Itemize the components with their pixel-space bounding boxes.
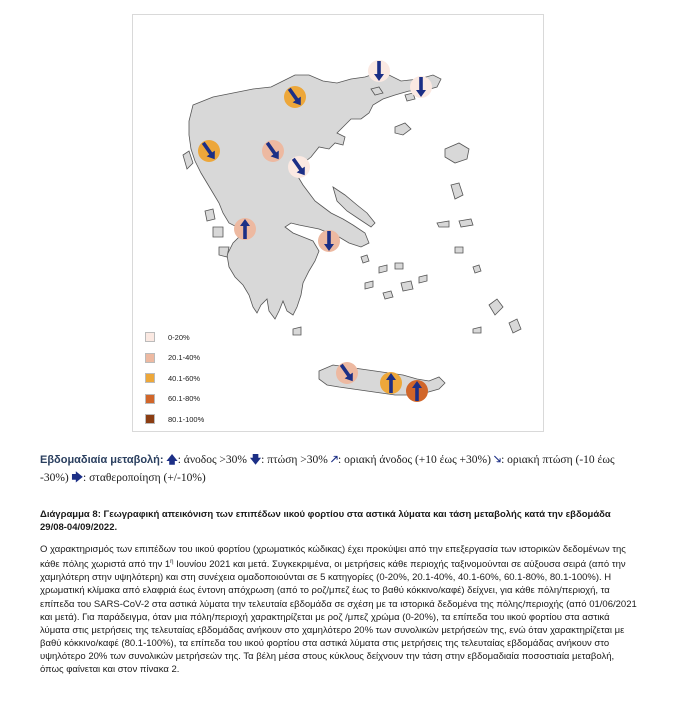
legend-label: 60.1-80% bbox=[168, 394, 201, 404]
legend-item bbox=[145, 389, 204, 410]
island bbox=[489, 299, 503, 315]
arrow-right-icon: 🡆 bbox=[71, 471, 83, 484]
legend-swatch bbox=[145, 353, 155, 363]
island bbox=[183, 151, 193, 169]
change-legend-text: : πτώση >30% bbox=[261, 454, 328, 466]
change-legend-text: : οριακή πτώση (-10 έως -30%) bbox=[40, 454, 615, 484]
paragraph-part-2: Ιουνίου 2021 και μετά. Συγκεκριμένα, οι μετρήσεις κάθε περιοχής ταξινομούνται σε αύξουσα σειρά (από την χαμηλότερη στην υψηλότερη) και στη συνέχεια ομαδοποιούνται σε 5 κατηγορίες (0-20%, 20.1-40%, 40.1-60%, 60.1-80%, 80.1-100%). Η χρωματική κλίμακα από ελαφριά έως έντονη απόχρωση (από το ροζ/μπεζ έως το βαθύ κόκκινο/καφέ) δείχνει, για κάθε πόλη/περιοχή, τα επίπεδα του SARS-CoV-2 στα αστικά λύματα την τελευταία εβδομάδα σε σχέση με τα ιστορικά δεδομένα της πόλης/περιοχής (από 01/06/2021 και μετά). Για παράδειγμα, όταν μια πόλη/περιοχή χαρακτηρίζεται με ροζ /μπεζ χρώμα (0-20%), τα επίπεδα του ιικού φορτίου στα αστικά λύματα στις μετρήσεις της τελευταίας εβδομάδας ανήκουν στο χαμηλότερο 20% των συνολικών μετρήσεών της, ενώ όταν χαρακτηρίζεται με βαθύ κόκκινο/καφέ (80.1-100%), τα επίπεδα του ιικού φορτίου στα αστικά λύματα στις μετρήσεις της τελευταίας εβδομάδας ανήκουν στο υψηλότερο 20% των συνολικών μετρήσεών της. Τα βέλη μέσα στους κύκλους δείχνουν την τάση στην εβδομαδιαία ποσοστιαία μεταβολή, όπως φαίνεται και στον πίνακα 2. bbox=[40, 559, 637, 675]
arrow-down-icon: 🡇 bbox=[249, 453, 262, 466]
island bbox=[437, 221, 449, 227]
site-marker bbox=[336, 362, 358, 384]
island bbox=[455, 247, 463, 253]
legend-label: 0-20% bbox=[168, 332, 190, 342]
legend-swatch bbox=[145, 373, 155, 383]
island bbox=[395, 263, 403, 269]
island bbox=[395, 123, 411, 135]
legend-item bbox=[145, 368, 204, 389]
figure-caption: Διάγραμμα 8: Γεωγραφική απεικόνιση των επιπέδων ιικού φορτίου στα αστικά λύματα και τάση μεταβολής κατά την εβδομάδα 29/08-04/09/2022. bbox=[40, 509, 611, 533]
island bbox=[419, 275, 427, 283]
legend-swatch bbox=[145, 332, 155, 342]
island bbox=[213, 227, 223, 237]
legend-item bbox=[145, 327, 204, 348]
change-legend-title: Εβδομαδιαία μεταβολή: bbox=[40, 454, 164, 466]
island bbox=[473, 265, 481, 273]
island bbox=[219, 247, 229, 257]
level-legend bbox=[145, 327, 204, 430]
paragraph-superscript: η bbox=[170, 559, 174, 566]
island bbox=[293, 327, 301, 335]
legend-swatch bbox=[145, 394, 155, 404]
island bbox=[383, 291, 393, 299]
site-marker bbox=[368, 60, 390, 82]
island bbox=[401, 281, 413, 291]
weekly-change-legend bbox=[40, 451, 640, 487]
legend-label: 80.1-100% bbox=[168, 414, 205, 424]
island bbox=[473, 327, 481, 333]
body-paragraph bbox=[40, 543, 638, 676]
site-marker bbox=[406, 380, 428, 402]
island bbox=[509, 319, 521, 333]
change-legend-text: : σταθεροποίηση (+/-10%) bbox=[83, 472, 206, 484]
change-legend-text: : άνοδος >30% bbox=[177, 454, 247, 466]
island bbox=[379, 265, 387, 273]
change-legend-text: : οριακή άνοδος (+10 έως +30%) bbox=[338, 454, 491, 466]
site-marker bbox=[288, 156, 310, 178]
site-marker bbox=[284, 86, 306, 108]
arrow-up-icon: 🡅 bbox=[166, 453, 178, 466]
legend-label: 20.1-40% bbox=[168, 353, 201, 363]
legend-label: 40.1-60% bbox=[168, 373, 201, 383]
legend-item bbox=[145, 409, 204, 430]
legend-swatch bbox=[145, 414, 155, 424]
land-group bbox=[183, 73, 521, 395]
map-frame bbox=[132, 14, 544, 432]
site-marker bbox=[380, 372, 402, 394]
island bbox=[459, 219, 473, 227]
site-marker bbox=[410, 76, 432, 98]
mainland bbox=[189, 73, 441, 319]
site-marker bbox=[234, 218, 256, 240]
site-marker bbox=[198, 140, 220, 162]
island bbox=[365, 281, 373, 289]
site-marker bbox=[262, 140, 284, 162]
island bbox=[445, 143, 469, 163]
island bbox=[451, 183, 463, 199]
arrow-up-right-icon: 🡕 bbox=[330, 453, 339, 466]
legend-item bbox=[145, 348, 204, 369]
island bbox=[205, 209, 215, 221]
arrow-down-right-icon: 🡖 bbox=[493, 453, 502, 466]
paragraph-part-1: Ο χαρακτηρισμός των επιπέδων του ιικού φορτίου (χρωματικός κώδικας) έχει προκύψει από την επεξεργασία των ιστορικών δεδομένων της κάθε πόλης χωριστά από την 1 bbox=[40, 544, 626, 571]
island bbox=[361, 255, 369, 263]
site-marker bbox=[318, 230, 340, 252]
